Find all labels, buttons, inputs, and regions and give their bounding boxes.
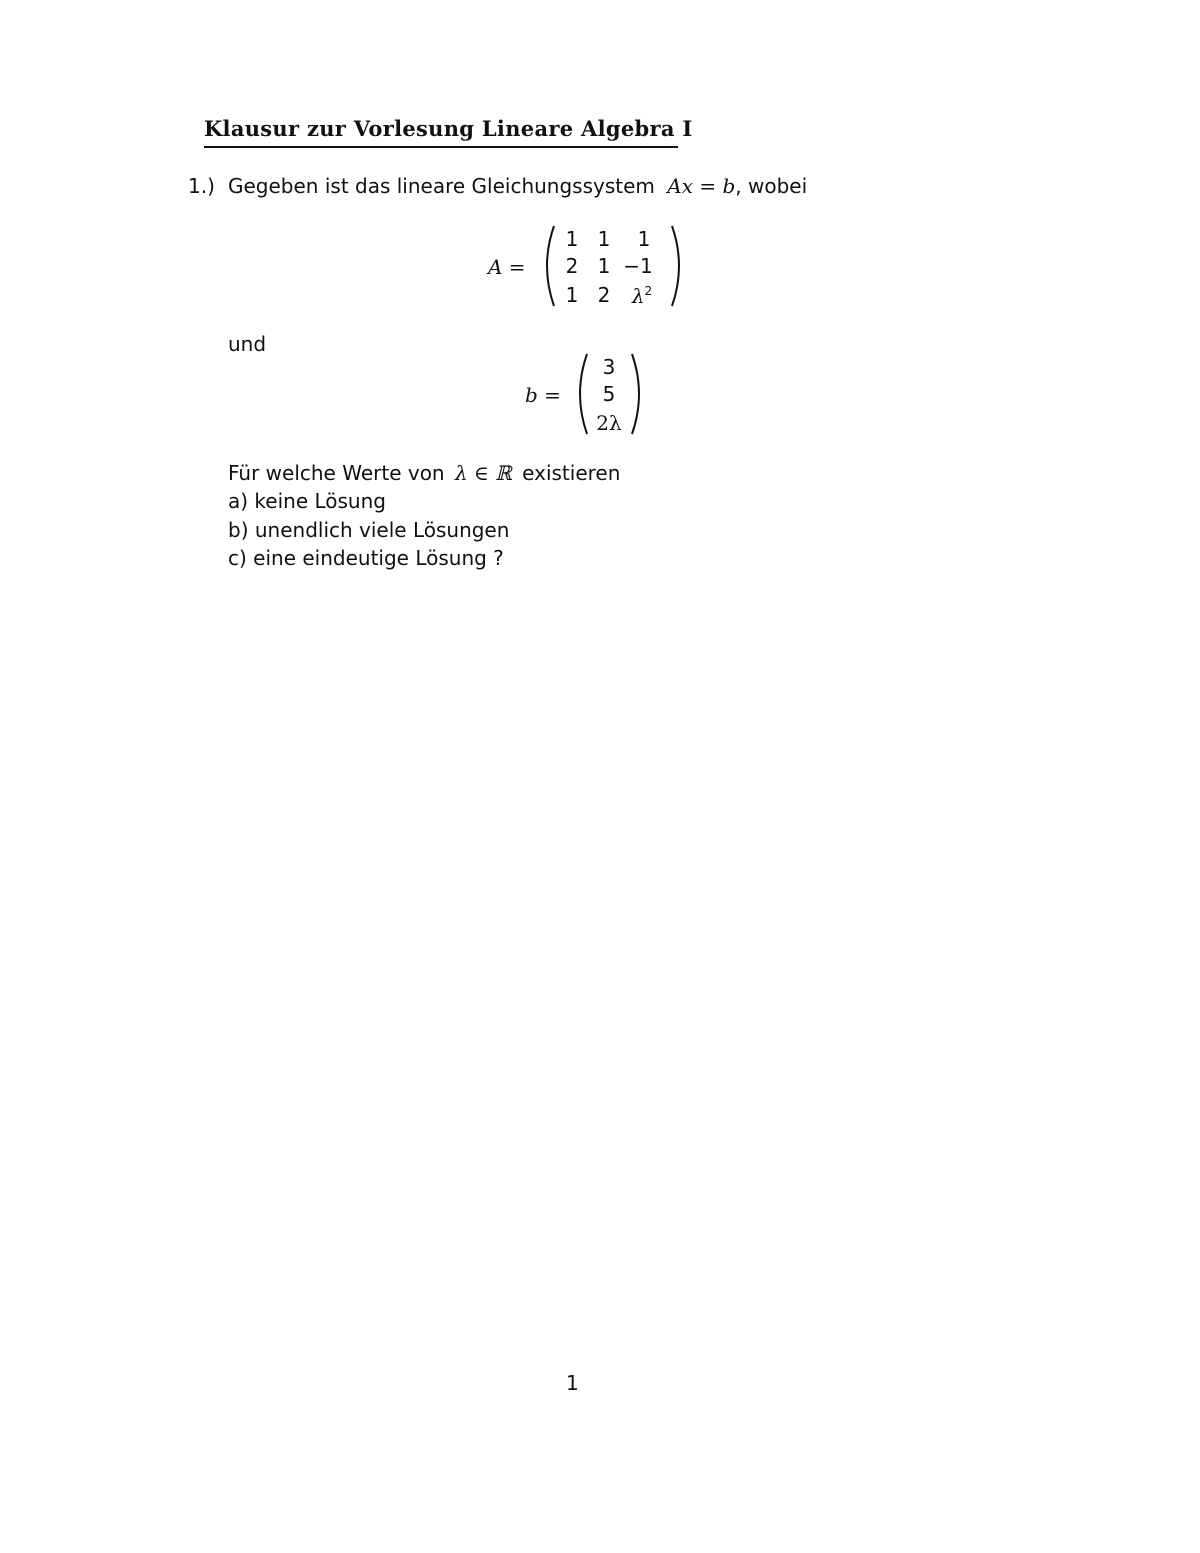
intro-eq-op: = — [693, 174, 723, 198]
matrix-cell: 1 — [597, 227, 611, 251]
intro-text: Gegeben ist das lineare Gleichungssystem — [228, 174, 655, 198]
question-line — [228, 463, 620, 483]
matrix-label: A = — [488, 255, 526, 279]
exponent: 2 — [644, 284, 653, 298]
question-symbol: λ ∈ ℝ — [454, 461, 512, 485]
matrix-cell: 2 — [597, 283, 611, 307]
question-prefix: Für welche Werte von — [228, 461, 445, 485]
vector-label: b = — [525, 383, 561, 407]
page-title: Klausur zur Vorlesung Lineare Algebra I — [204, 116, 693, 141]
matrix-cell-lambda-squared: $\lambda^2$ — [631, 284, 653, 308]
matrix-cell: 1 — [565, 227, 579, 251]
intro-suffix: , wobei — [735, 174, 808, 198]
problem-number: 1.) — [188, 174, 215, 198]
vector-cell: 5 — [602, 382, 616, 406]
connector-text: und — [228, 332, 267, 356]
option-c: c) eine eindeutige Lösung ? — [228, 546, 504, 570]
vector-left-paren — [571, 352, 591, 436]
matrix-cell: 2 — [565, 254, 579, 278]
intro-eq-lhs: Ax — [667, 174, 693, 198]
matrix-right-paren — [668, 224, 688, 308]
matrix-cell: −1 — [623, 254, 653, 278]
intro-eq-rhs: b — [722, 174, 736, 198]
option-b: b) unendlich viele Lösungen — [228, 518, 510, 542]
problem-intro — [228, 176, 807, 196]
option-a: a) keine Lösung — [228, 489, 386, 513]
matrix-cell: 1 — [597, 254, 611, 278]
title-underline — [204, 146, 678, 148]
question-suffix: existieren — [522, 461, 621, 485]
vector-cell: 3 — [602, 355, 616, 379]
vector-right-paren — [628, 352, 648, 436]
matrix-cell: 1 — [565, 283, 579, 307]
page-number: 1 — [566, 1371, 579, 1395]
vector-cell: 2λ — [596, 411, 622, 435]
matrix-cell: 1 — [637, 227, 651, 251]
